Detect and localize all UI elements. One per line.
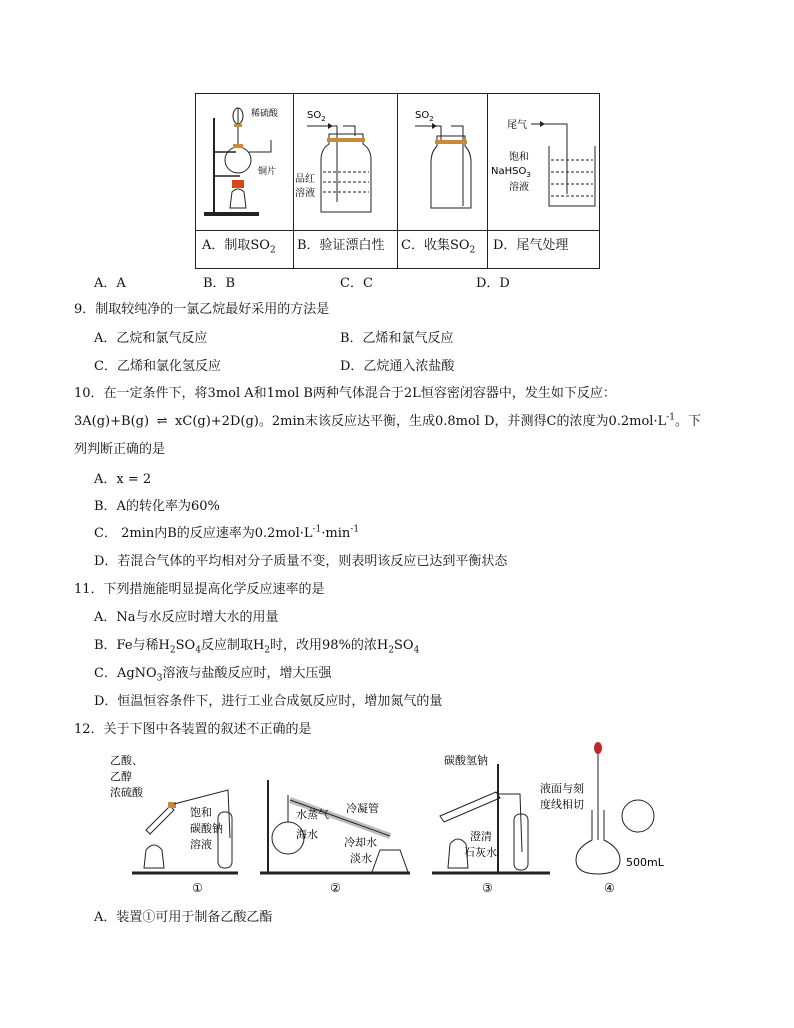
q11-option-a[interactable]: A．Na与水反应时增大水的用量 — [94, 610, 279, 625]
sulfuric-acid-copper-apparatus — [196, 94, 293, 230]
fig1-label-saturated: 饱和 — [190, 806, 212, 819]
q9-option-a[interactable]: A．乙烷和氯气反应 — [94, 331, 208, 346]
q8-option-b[interactable]: B．B — [203, 276, 236, 291]
figure-1-esterification — [110, 753, 238, 895]
q8-caption-divider — [196, 230, 599, 231]
equilibrium-arrow-icon: ⇌ — [156, 414, 168, 429]
figure-3-decomposition — [432, 753, 550, 895]
q11-option-b[interactable]: B．Fe与稀$H_2SO_4$反应制取$H_2$时，改用98%的浓$H_2SO_4$ — [94, 638, 420, 656]
q12-stem: 12．关于下图中各装置的叙述不正确的是 — [74, 722, 312, 737]
fig1-label-ethanol: 乙醇 — [110, 770, 132, 783]
figure-2-distillation — [260, 780, 410, 895]
fig2-number: ② — [330, 881, 341, 895]
fig2-label-steam: 水蒸气 — [296, 808, 329, 821]
copper-label: 铜片 — [258, 167, 277, 177]
q8-option-c[interactable]: C．C — [340, 276, 373, 291]
q8-option-a[interactable]: A．A — [94, 276, 126, 291]
q9-option-c[interactable]: C．乙烯和氯化氢反应 — [94, 359, 221, 374]
q10-option-c[interactable]: C． 2min内B的反应速率为$0.2mol\cdot L^{-1}\cdot\min^{-1}$ — [94, 524, 360, 541]
fig2-label-seawater: 海水 — [296, 828, 318, 841]
fig2-label-coolant: 冷却水 — [344, 836, 377, 849]
so2-label: $SO_2$ — [307, 110, 326, 123]
q8-option-d[interactable]: D．D — [476, 276, 510, 291]
q8-caption-b: B．验证漂白性 — [297, 238, 385, 253]
q10-equation-left: 3A(g)+B(g) — [74, 414, 150, 429]
fig4-label-volume: 500mL — [626, 856, 664, 869]
q11-stem: 11．下列措施能明显提高化学反应速率的是 — [74, 582, 325, 597]
q9-option-b[interactable]: B．乙烯和氯气反应 — [340, 331, 454, 346]
fig1-label-acid: 浓硫酸 — [110, 786, 143, 799]
q8-caption-d: D．尾气处理 — [493, 238, 569, 253]
tail-gas-label: 尾气 — [507, 120, 527, 131]
figure-4-volumetric-flask — [540, 742, 665, 895]
magenta-label: 品红 — [295, 174, 315, 185]
q8-cell-b — [293, 94, 398, 268]
fig3-label-bicarbonate: 碳酸氢钠 — [444, 754, 488, 767]
fig1-label-carbonate: 碳酸钠 — [190, 822, 223, 835]
fig4-number: ④ — [604, 881, 615, 895]
q9-option-d[interactable]: D．乙烷通入浓盐酸 — [340, 359, 455, 374]
q10-option-b[interactable]: B．A的转化率为60% — [94, 499, 220, 514]
nahso3-label: NaHSO$_3$ — [491, 166, 531, 179]
q10-option-a[interactable]: A．x = 2 — [94, 472, 152, 487]
q10-stem-line2: 3A(g)+B(g) ⇌ xC(g)+2D(g)。2min末该反应达平衡，生成0.8mol D，并测得C的浓度为$0.2mol\cdot L^{-1}$。下 — [74, 412, 702, 429]
q12-option-a[interactable]: A．装置①可用于制备乙酸乙酯 — [94, 910, 273, 925]
q10-equation-right: xC(g)+2D(g) — [175, 414, 259, 429]
fig2-label-condenser: 冷凝管 — [346, 802, 379, 815]
so2-label-c: $SO_2$ — [415, 110, 434, 123]
q9-stem: 9．制取较纯净的一氯乙烷最好采用的方法是 — [74, 302, 330, 317]
q8-apparatus-table — [195, 93, 600, 269]
collection-bottle — [397, 94, 487, 230]
q12-figures — [110, 740, 710, 900]
fig1-number: ① — [192, 881, 203, 895]
fig4-label-line1: 液面与刻 — [540, 782, 584, 795]
fig3-label-limewater: 石灰水 — [464, 846, 497, 859]
solution-label-d: 溶液 — [509, 182, 529, 193]
q10-stem-line3: 列判断正确的是 — [74, 442, 166, 457]
saturated-label: 饱和 — [509, 152, 529, 163]
fig2-label-fresh-water: 淡水 — [350, 852, 372, 865]
sulfuric-acid-label: 稀硫酸 — [251, 109, 279, 119]
q8-cell-a — [196, 94, 294, 268]
fig3-number: ③ — [482, 881, 493, 895]
fig4-label-line2: 度线相切 — [540, 798, 584, 811]
q10-option-d[interactable]: D．若混合气体的平均相对分子质量不变，则表明该反应已达到平衡状态 — [94, 554, 508, 569]
tail-gas-beaker — [487, 94, 599, 230]
solution-label: 溶液 — [295, 188, 315, 199]
q11-option-c[interactable]: C．AgNO$_3$溶液与盐酸反应时，增大压强 — [94, 666, 332, 684]
q10-stem-line1: 10．在一定条件下，将3mol A和1mol B两种气体混合于2L恒容密闭容器中，发生如下反应： — [74, 386, 616, 401]
fig3-label-clear: 澄清 — [470, 830, 492, 843]
q8-caption-a: A．制取$SO_2$ — [202, 238, 276, 256]
q11-option-d[interactable]: D．恒温恒容条件下，进行工业合成氨反应时，增加氮气的量 — [94, 694, 443, 709]
fig1-label-solution: 溶液 — [190, 838, 212, 851]
q8-cell-d — [487, 94, 600, 268]
fig1-label-acetic: 乙酸、 — [110, 754, 143, 767]
q8-caption-c: C．收集$SO_2$ — [401, 238, 476, 256]
bleaching-test-bottle — [293, 94, 397, 230]
q8-cell-c — [397, 94, 488, 268]
